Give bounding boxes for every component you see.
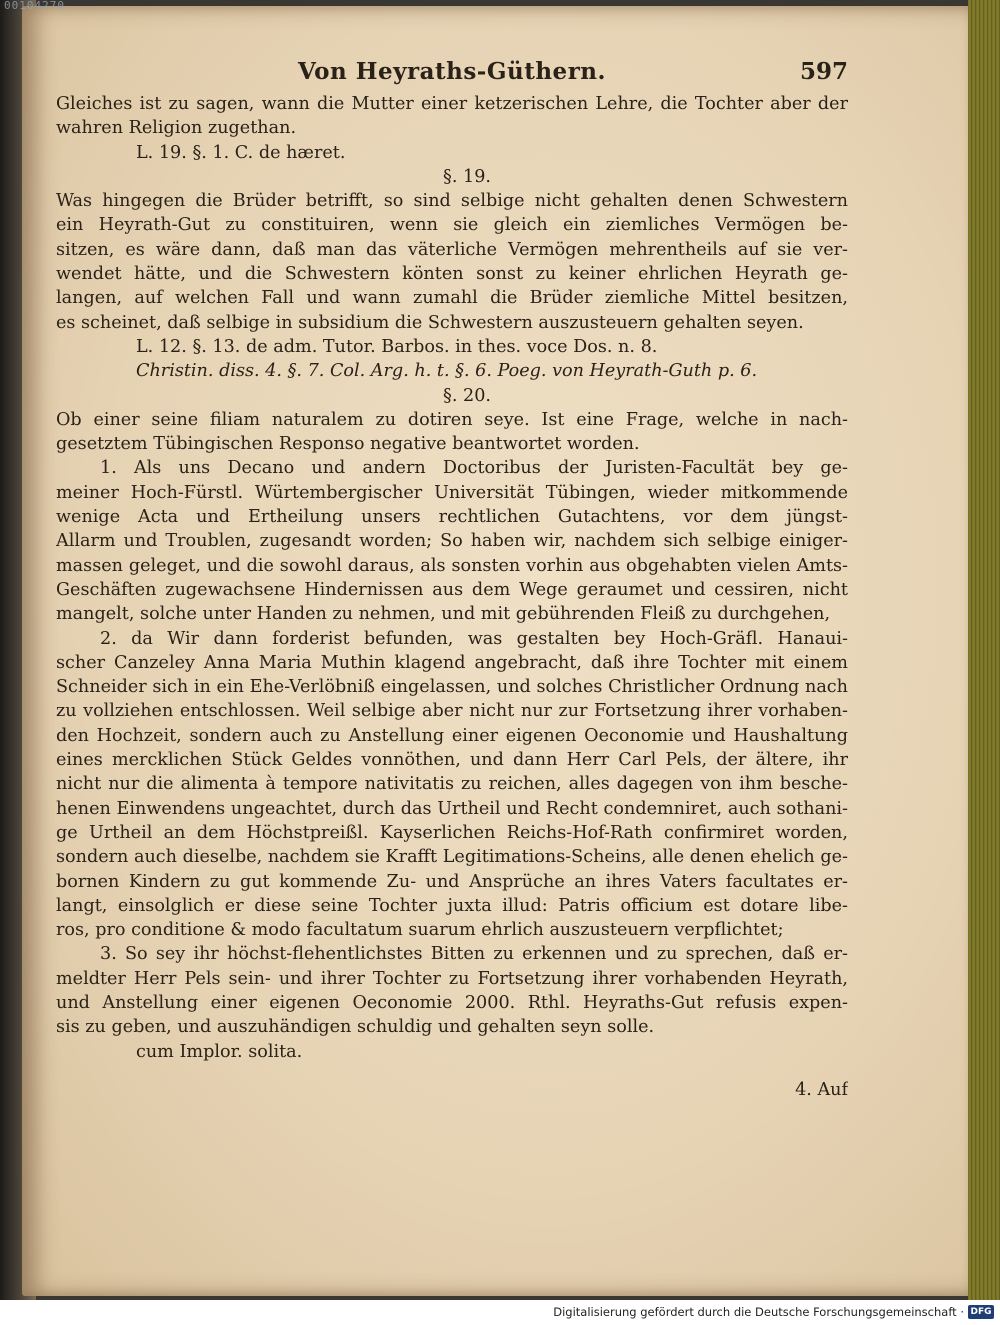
page-edges: [968, 0, 1000, 1300]
text-line: wahren Religion zugethan.: [56, 118, 297, 139]
dfg-logo-icon: DFG: [968, 1305, 994, 1319]
text-line: 3. So sey ihr höchst-flehentlichstes Bitten zu erkennen und zu sprechen, daß er-: [100, 944, 848, 965]
text-line: sitzen, es wäre dann, daß man das väterliche Vermögen mehrentheils auf sie ver-: [56, 239, 848, 260]
text-line: Was hingegen die Brüder betrifft, so sind selbige nicht gehalten denen Schwestern: [56, 191, 848, 212]
running-header: [56, 56, 848, 90]
text-line: Gleiches ist zu sagen, wann die Mutter einer ketzerischen Lehre, die Tochter aber der: [56, 94, 848, 114]
archive-stamp: 00104270: [4, 0, 65, 12]
text-line: scher Canzeley Anna Maria Muthin klagend angebracht, daß ihre Tochter mit einem: [56, 652, 848, 673]
text-line: nicht nur die alimenta à tempore nativitatis zu reichen, alles dagegen von ihm besche-: [56, 774, 848, 795]
text-line: langen, auf welchen Fall und wann zumahl die Brüder ziemliche Mittel besitzen,: [56, 288, 848, 309]
text-line: gesetztem Tübingischen Responso negative beantwortet worden.: [56, 434, 640, 455]
page-text: [56, 56, 848, 1102]
text-line: zu vollziehen entschlossen. Weil selbige aber nicht nur zur Fortsetzung ihrer vorhaben-: [56, 701, 848, 722]
text-line: langt, einsolglich er diese seine Tochter juxta illud: Patris officium est dotare libe-: [56, 895, 848, 916]
citation-line: L. 19. §. 1. C. de hæret.: [136, 142, 346, 163]
text-line: wendet hätte, und die Schwestern könten sonst zu keiner ehrlichen Heyrath ge-: [56, 264, 848, 285]
text-line: massen geleget, und die sowohl daraus, als sonsten vorhin aus obgehabten vielen Amts-: [56, 555, 848, 576]
text-line: und Anstellung einer eigenen Oeconomie 2000. Rthl. Heyraths-Gut refusis expen-: [56, 992, 848, 1013]
footer-bar: [0, 1300, 1000, 1325]
text-line: Allarm und Troublen, zugesandt worden; So haben wir, nachdem sich selbige einiger-: [56, 531, 848, 552]
catchword: 4. Auf: [795, 1079, 848, 1100]
text-line: ge Urtheil an dem Höchstpreißl. Kayserlichen Reichs-Hof-Rath confirmiret worden,: [56, 822, 848, 843]
text-line: eines mercklichen Stück Geldes vonnöthen, und dann Herr Carl Pels, der ältere, ihr: [56, 750, 848, 771]
text-line: Geschäften zugewachsene Hindernissen aus dem Wege geraumet und cessiren, nicht: [56, 579, 848, 600]
text-line: wenige Acta und Ertheilung unsers rechtlichen Gutachtens, vor dem jüngst-: [56, 507, 848, 528]
text-line: 2. da Wir dann forderist befunden, was gestalten bey Hoch-Gräfl. Hanaui-: [100, 628, 848, 649]
text-line: es scheinet, daß selbige in subsidium die Schwestern auszusteuern gehalten seyen.: [56, 312, 804, 333]
funding-notice: Digitalisierung gefördert durch die Deutsche Forschungsgemeinschaft ·: [553, 1305, 964, 1319]
text-line: sondern auch dieselbe, nachdem sie Krafft Legitimations-Scheins, alle denen ehelich ge-: [56, 847, 848, 868]
text-line: henen Einwendens ungeachtet, durch das Urtheil und Recht condemniret, auch sothani-: [56, 798, 848, 819]
citation-line: Christin. diss. 4. §. 7. Col. Arg. h. t. §. 6. Poeg. von Heyrath-Guth p. 6.: [136, 361, 758, 382]
section-heading: §. 20.: [443, 385, 491, 406]
text-line: Schneider sich in ein Ehe-Verlöbniß eingelassen, und solches Christlicher Ordnung nach: [56, 677, 848, 698]
text-line: mangelt, solche unter Handen zu nehmen, und mit gebührenden Fleiß zu durchgehen,: [56, 604, 831, 625]
text-line: bornen Kindern zu gut kommende Zu- und Ansprüche an ihres Vaters facultates er-: [56, 871, 848, 892]
text-line: den Hochzeit, sondern auch zu Anstellung einer eigenen Oeconomie und Haushaltung: [56, 725, 848, 746]
running-title: Von Heyraths-Güthern.: [297, 58, 607, 85]
text-line: ein Heyrath-Gut zu constituiren, wenn sie gleich ein ziemliches Vermögen be-: [56, 215, 848, 236]
text-line: 1. Als uns Decano und andern Doctoribus der Juristen-Facultät bey ge-: [100, 458, 848, 479]
text-line: ros, pro conditione & modo facultatum suarum ehrlich auszusteuern verpflichtet;: [56, 920, 784, 941]
text-line: sis zu geben, und auszuhändigen schuldig und gehalten seyn solle.: [56, 1017, 655, 1038]
text-line: Ob einer seine filiam naturalem zu dotiren seye. Ist eine Frage, welche in nach-: [56, 409, 848, 430]
section-heading: §. 19.: [443, 166, 491, 187]
text-line: meiner Hoch-Fürstl. Würtembergischer Universität Tübingen, wieder mitkommende: [56, 482, 848, 503]
text-line: meldter Herr Pels sein- und ihrer Tochter zu Fortsetzung ihrer vorhabenden Heyrath,: [56, 968, 848, 989]
page-number: 597: [799, 58, 848, 85]
closing-formula: cum Implor. solita.: [136, 1041, 303, 1062]
citation-line: L. 12. §. 13. de adm. Tutor. Barbos. in thes. voce Dos. n. 8.: [136, 336, 658, 357]
